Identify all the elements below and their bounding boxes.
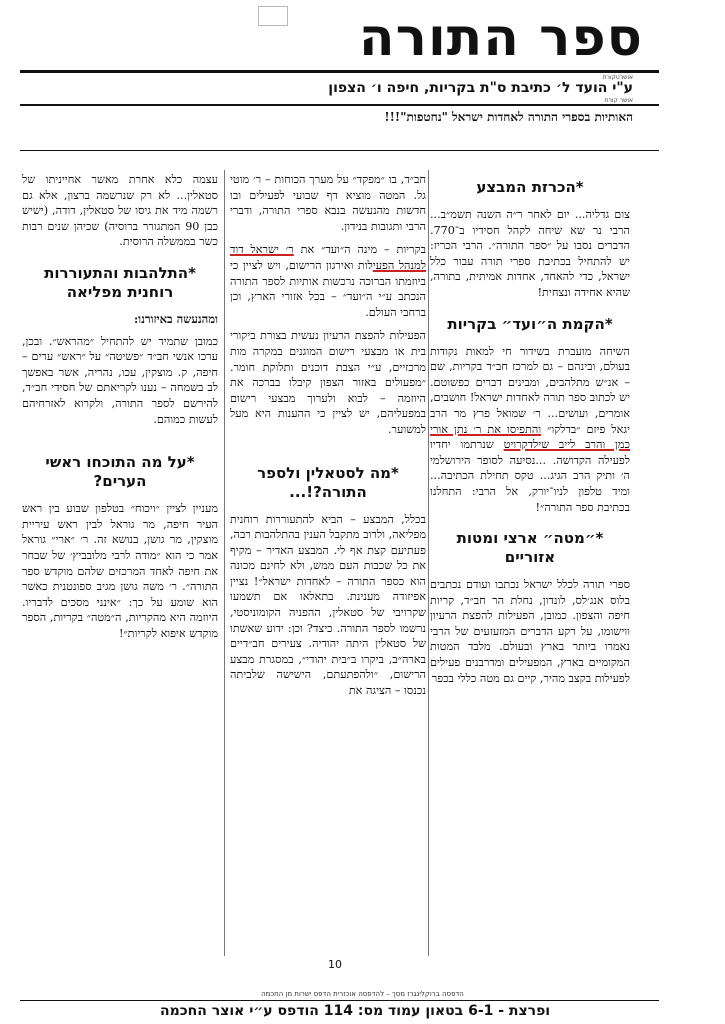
- section-heading: *הכרזת המבצע: [476, 178, 584, 196]
- column-right: [430, 172, 630, 694]
- paragraph: חב״ד, בו ״מפקד״ על מערך הכוחות – ר׳ מוטי גל. המטה מוציא דף שבועי לפעילים ובו חדשות מהנעשה בנבא ספרי התורה, ודברי הרבי ותגובות בנידון.: [230, 173, 426, 233]
- subtitle: ע"י הועד ל׳ כתיבת ס"ת בקריות, חיפה ו׳ הצפון: [328, 80, 633, 96]
- mid-rule: [20, 104, 659, 106]
- subheading: ומהנעשה באיזורנו:: [133, 311, 218, 326]
- paragraph-text: שנרתמו יחדיו לפעילה הקדושה. ...נסיעה לסופר הירושלמי ה׳ ותיק הרב הגיג... טקס תחילת הכתיבה... ומיד טלפון לניו־יורק, אל הרבי: התחלנו בכתיבת ספר התורה״!: [430, 438, 630, 514]
- footer-caption: ופרצת - 6-1 בטאון עמוד מס: 114 הודפס ע״י אוצר החכמה: [160, 1003, 551, 1019]
- section-heading: *הקמת ה״ועד״ בקריות: [447, 314, 613, 333]
- section-heading: *״מטה״ ארצי ומטות אזוריים: [456, 529, 604, 567]
- column-divider: [224, 170, 225, 956]
- paragraph: צום גדליה... יום לאחר ר״ה השנה תשמ״ב... הרבי נר שא שיחה לקהל חסידיו ב־770. הדברים נסבו על ״ספר התורה״. הרבי הכריז: יש להתחיל בכתיבת ספרי תורה עבור כלל ישראל, כדי להאחד, אחדות אמיתית, בתורה, שהיא אחידה ונצחית!: [430, 208, 630, 299]
- paragraph-text: השיחה מועברת בשידור חי למאות נקודות בעולם, ובינהם – גם למרכז חב״ד בקריות, שם – אנ״ש מתלהבים, ומבינים דברים כפשוטם. יש לכתוב ספר תורה לאחדות ישראל! חושבים, אומרים, ועושים... ר׳ שמואל פרץ מר הרב יגאל פיזם ״בדלקו״: [430, 344, 630, 436]
- column-middle: [230, 172, 426, 707]
- paragraph: הפעילות להפצת הרעיון נעשית בצורת ביקורי בית או מבצעי רישום המוגנים במקרה מות מרכזיים, ע״י הצבת דוכנים ותלוקת חומר. ״מפעולים באזור הצפון קיבלו בברכה את היוזמה – לבוא ולערוך מבצעי רישום במפעליהם, יש לציין כי ההענות היא מעל למשוער.: [230, 329, 426, 436]
- column-divider: [428, 170, 429, 956]
- page-number: 10: [328, 958, 342, 971]
- header-bottom-rule: [20, 150, 659, 151]
- paragraph: עצמה כלא אחרת מאשר אחייניתו של סטאלין... לא רק שנרשמה ברצון, אלא גם רשמה מיד את גיסו של סטאלין, דודה, (ישיש כבן 90 המתגורר ברוסיה) שכיהן שנים רבות כשר בממשלה הרוסית.: [22, 173, 218, 249]
- paragraph-text: לות ואירגון הרישום, ויש לציין כי ביוזמתו הברוכה נרכשות אותיות לספר התורה הנכתב ע״י ה״ועד״ – בכל אזורי הארץ, וכן ברחבי העולם.: [230, 258, 426, 319]
- section-heading: *על מה התוכחו ראשי הערים?: [45, 453, 195, 491]
- paragraph: כמובן שתמיד יש להתחיל ״מהראש״. ובכן, ערכו אנשי חב״ד ״פשיטה״ על ״ראש״ ערים – חיפה, ק. מוצקין, עכו, נהריה, אשר באפשך לב בשמחה – נענו לקריאתם של חסידי חב״ד, להירשם לספר התורה, ולקרוא לאזרחיהם לעשות כמוהם.: [22, 334, 218, 426]
- tag-left: אושרטקורת: [602, 74, 633, 81]
- tag-right: אושר קורת: [604, 97, 633, 104]
- footer-rule: [20, 1000, 659, 1001]
- stamp: [258, 6, 288, 26]
- section-heading: *התלהבות והתעוררות רוחנית מפליאה: [44, 263, 196, 301]
- paragraph: [230, 242, 426, 320]
- underlined-names: והתפיסו את ר׳ נתן אורי כמן והרב לייב שילדקרויט: [430, 422, 630, 452]
- paragraph: ספרי תורה לכלל ישראל נכתבו ועודם נכתבים בלוס אנג׳לס, לונדון, נחלת הר חב״ד, קריות חיפה והצפון. כמובן, הפעילות להפצת הרעיון ווישומו, על רקע הדברים המזעזעים של הרבי נאמרו ביותר בארץ ובעולם. מלבד המטות המקומיים בארץ, המפעילים ומדרבנים פעילים לפעילות בקצב מהיר, קיים גם מטה כללי בכפר: [430, 578, 630, 685]
- footer-credit: הדפסה ברוקלינגרז מסך – להדפסה אוכזרית הדפס ישרות מן החכמה: [261, 990, 464, 998]
- column-left: [22, 172, 218, 649]
- section-heading: *מה לסטאלין ולספר התורה?!...: [257, 463, 399, 501]
- paragraph: מעניין לציין ״ויכוח״ בטלפון שבוע בין ראש העיר חיפה, מר גוראל לבין ראש עיריית מוצקין, מר גושן, בנושא זה. ר׳ ״ארי״ גוראל אמר כי הוא ״מודה לרבי מלובביץ׳ של שבחר את חיפה לאחד המרכזים שלהם מוקדש ספר התורה״. ר׳ משה גושן מגיב ספונטנית כאשר הוא שומע על כך: ״אינני מסכים לדבריו. היוזמה היא מהקריות, ה״מטה״ בקריות, הספר מוקדש איפוא לקריות״!: [22, 502, 218, 640]
- paragraph: [430, 344, 630, 516]
- paragraph-text: בקריות – מינה ה״ועד״ את: [293, 243, 426, 257]
- underlined-name: ר׳ ישראל דוד למנהל הפעי: [230, 243, 426, 272]
- top-rule: [20, 70, 659, 73]
- masthead-title: ספר התורה: [358, 8, 643, 68]
- paragraph: בכלל, המבצע – הביא להתעוררות רוחנית מפליאה, ולרוב מתקבל הענין בהתלהבות רבה, פעתיעם קצת אף לי. המבצע האדיר – מקיף את כל שכבות העם ממש, ולא לחינם מכונה הוא כספר התורה – לאחדות ישראל״! נציין אפיזודה מענינת. בתאלאו אם תשמעו שקרויבי של סטאלין, ההפניה הקומוניסטי, נרשמו לספר התורה. כיצד? וכן: ידוע שאשתו של סטאלין היתה יהודיה. צעירים חב״דיים בארה״ב, ביקרו ב״בית יהודי״, במסגרת מבצע הרישום, ״ולהפתעתם, הישישה שלביתה נכנסו – הציגה את: [230, 512, 426, 698]
- lead-text: האותיות בספרי התורה לאחדות ישראל "נחטפות"!!!: [384, 110, 633, 124]
